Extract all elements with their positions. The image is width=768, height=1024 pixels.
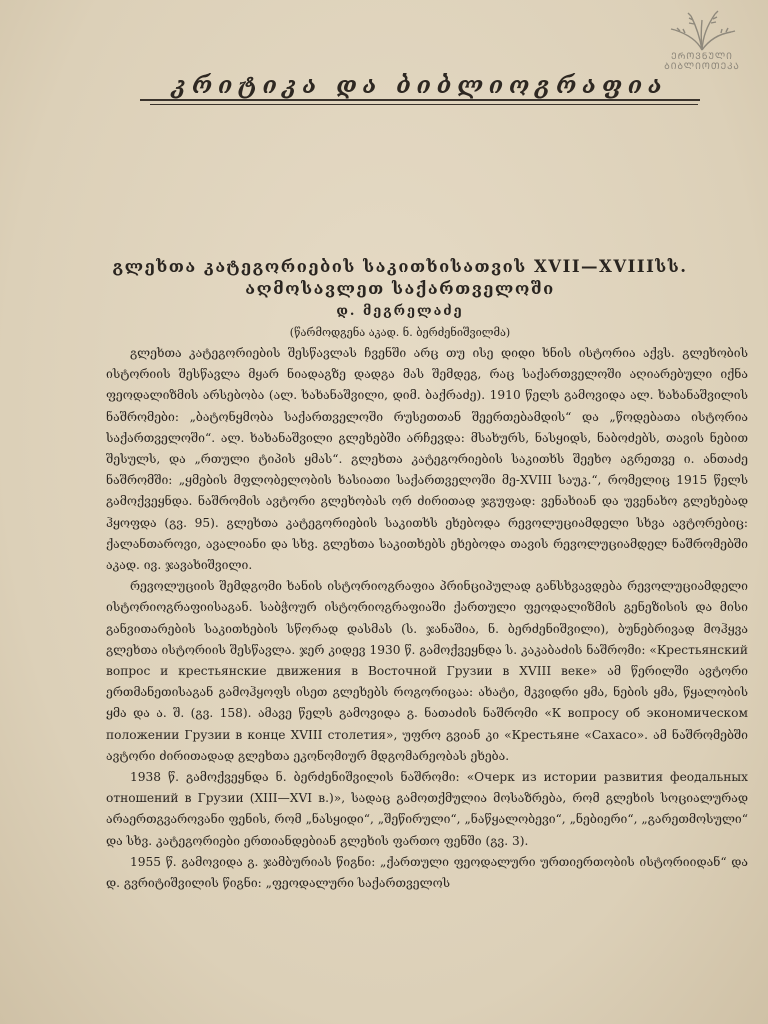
paragraph: გლეხთა კატეგორიების შესწავლას ჩვენში არც თუ ისე დიდი ხნის ისტორია აქვს. გლეხობის ისტორიის შესწავლა მყარ ნიადაგზე დადგა მას შემდეგ, რაც საქართველოში აღიარებული იქნა ფეოდალიზმის არსებობა (ალ. ხახანაშვილი, დიმ. ბაქრაძე). 1910 წელს გამოვიდა ალ. ხახანაშვილის ნაშრომები: „ბატონყმობა საქართველოში რუსეთთან შეერთებამდის“ და „წოდებათა ისტორია საქართველოში“. ალ. ხახანაშვილი გლეხებში არჩევდა: მსახურს, ნასყიდს, ნაბოძებს, თავის ნებით შესულს, და „რთული ტიპის ყმას“. გლეხთა კატეგორიების საკითხს შეეხო აგრეთვე ი. ანთაძე ნაშრომში: „ყმების მფლობელობის ხასიათი საქართველოში მე-XVIII საუკ.“, რომელიც 1915 წელს გამოქვეყნდა. ნაშრომის ავტორი გლეხობას ორ ძირითად ჯგუფად: ვენახიან და უვენახო გლეხებად ჰყოფდა (გვ. 95). გლეხთა კატეგორიების საკითხს ეხებოდა რევოლუციამდელი სხვა ავტორებიც: ქალანთაროვი, ავალიანი და სხვ. გლეხთა საკითხებს ეხებოდა თავის რევოლუციამდელ ნაშრომებში აკად. ივ. ჯავახიშვილი.: [106, 346, 748, 573]
article-body: [106, 343, 748, 1015]
logo-text-line2: ᲑᲘᲑᲚᲘᲝᲗᲔᲙᲐ: [664, 62, 740, 72]
title-underline-thin: [150, 104, 698, 105]
title-underline: [140, 99, 700, 101]
paragraph: 1955 წ. გამოვიდა გ. ჯამბურიას წიგნი: „ქართული ფეოდალური ურთიერთობის ისტორიიდან“ და დ. გვრიტიშვილის წიგნი: „ფეოდალური საქართველოს: [106, 854, 748, 891]
article-title-line1: გლეხთა კატეგორიების საკითხისათვის XVII—XVIIIსს.: [112, 257, 688, 276]
article-title-line2: აღმოსავლეთ საქართველოში: [245, 279, 555, 298]
section-title: კრიტიკა და ბიბლიოგრაფია: [172, 72, 668, 99]
logo-text-line1: ᲔᲠᲝᲕᲜᲣᲚᲘ: [671, 52, 733, 62]
paragraph: 1938 წ. გამოქვეყნდა ნ. ბერძენიშვილის ნაშრომი: «Очерк из истории развития феодальных отношений в Грузии (XIII—XVI в.)», სადაც გამოთქმულია მოსაზრება, რომ გლეხის სოციალურად არაერთგვაროვანი ფენის, რომ „ნასყიდი“, „შეწირული“, „ნაწყალობევი“, „ნებიერი“, „გარეთმოსული“ და სხვ. კატეგორიები ერთიანდებიან გლეხის ფართო ფენში (გვ. 3).: [106, 770, 748, 848]
presentation-note: (წარმოდგენა აკად. ნ. ბერძენიშვილმა): [289, 326, 511, 339]
article-author: დ. მეგრელაძე: [336, 304, 464, 319]
paragraph: რევოლუციის შემდგომი ხანის ისტორიოგრაფია პრინციპულად განსხვავდება რევოლუციამდელი ისტორიოგრაფიისაგან. საბჭოურ ისტორიოგრაფიაში ქართული ფეოდალიზმის გენეზისის და მისი განვითარების საკითხების სწორად დასმას (ს. ჯანაშია, ნ. ბერძენიშვილი), ბუნებრივად მოჰყვა გლეხთა ისტორიის შესწავლა. ჯერ კიდევ 1930 წ. გამოქვეყნდა ს. კაკაბაძის ნაშრომი: «Крестьянский вопрос и крестьянские движения в Восточной Грузии в XVIII веке» ამ წერილში ავტორი ერთმანეთისაგან გამოჰყოფს ისეთ გლეხებს როგორიცაა: ახატი, მკვიდრი ყმა, ნების ყმა, წყალობის ყმა და ა. შ. (გვ. 158). ამავე წელს გამოვიდა გ. ნათაძის ნაშრომი «К вопросу об экономическом положении Грузии в конце XVIII столетия», უფრო გვიან კი «Крестьяне «Сахасо». ამ ნაშრომებში ავტორი ძირითადად გლეხთა ეკონომიურ მდგომარეობას ეხება.: [106, 579, 748, 763]
wheat-sheaf-icon: [667, 10, 737, 52]
article-title: [100, 256, 700, 300]
